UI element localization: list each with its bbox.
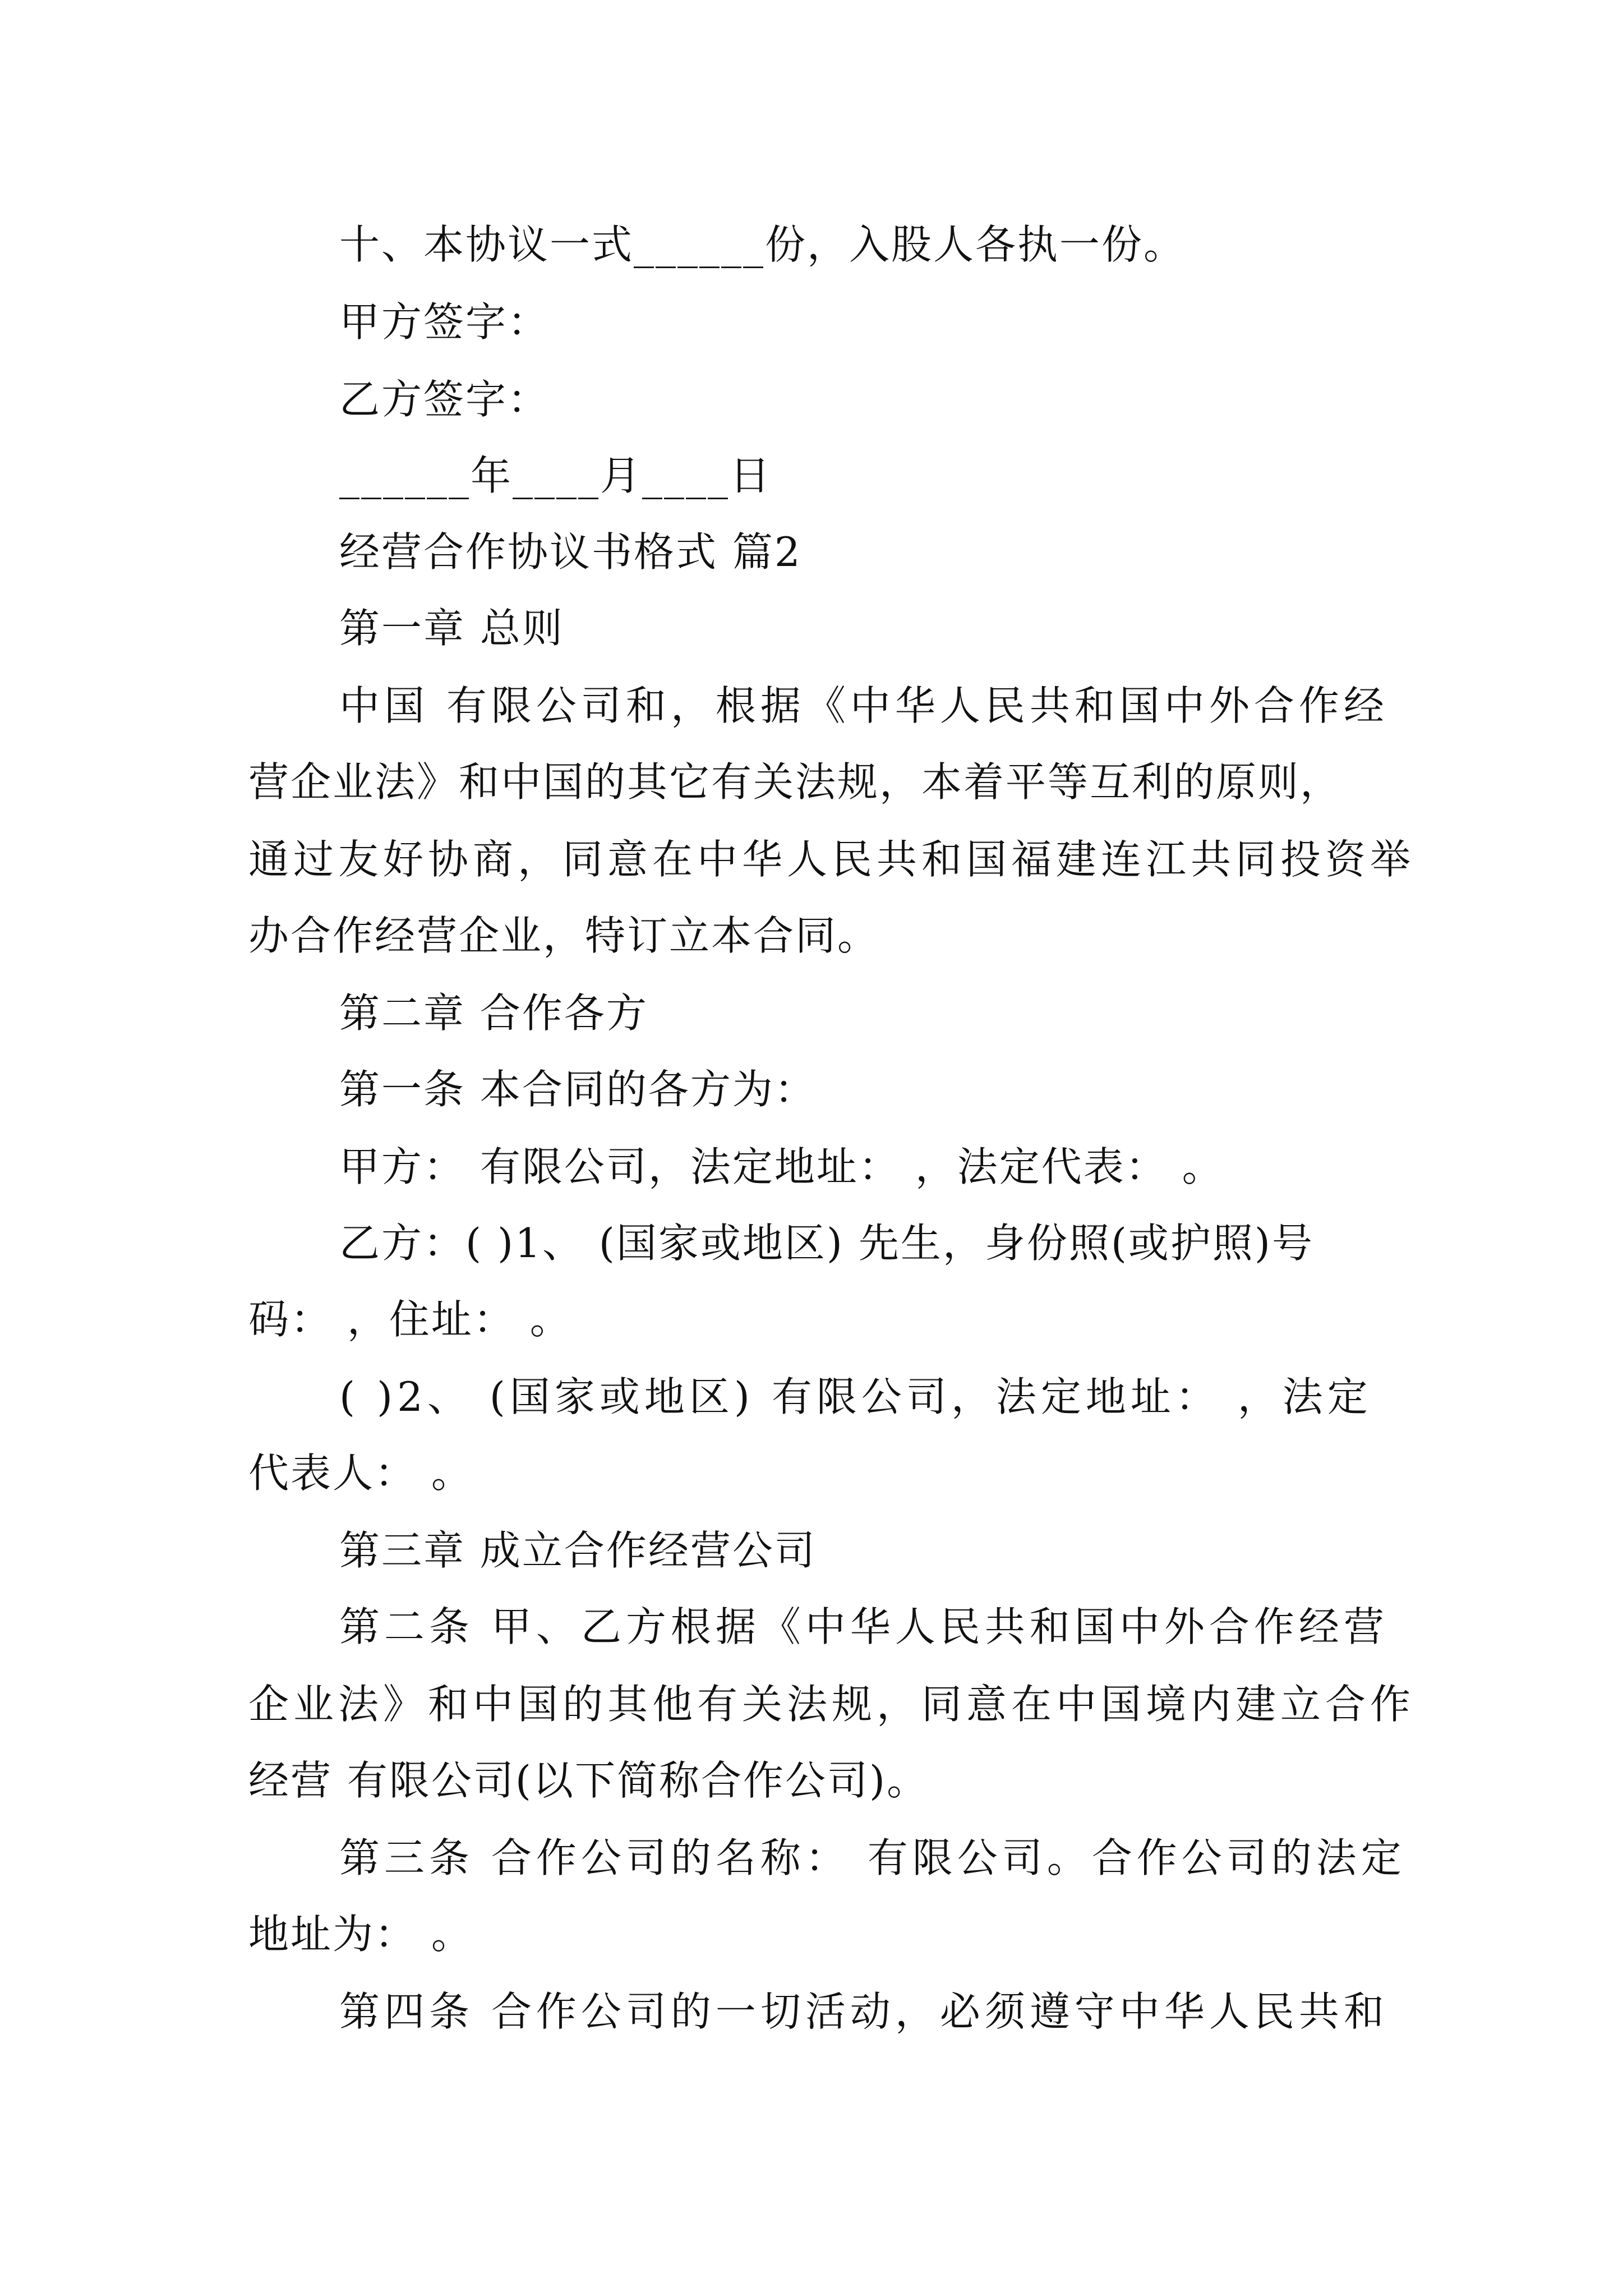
paragraph-line: 企业法》和中国的其他有关法规，同意在中国境内建立合作 xyxy=(248,1681,1415,1728)
paragraph-line: 代表人： 。 xyxy=(248,1450,473,1497)
paragraph-line: 地址为： 。 xyxy=(248,1911,473,1958)
date-line: ______年____月____日 xyxy=(339,452,772,499)
chapter-heading: 第二章 合作各方 xyxy=(339,990,648,1037)
paragraph-line: 通过友好协商，同意在中华人民共和国福建连江共同投资举 xyxy=(248,836,1415,883)
paragraph-line: 码： ，住址： 。 xyxy=(248,1296,572,1343)
chapter-heading: 第三章 成立合作经营公司 xyxy=(339,1527,817,1574)
clause-ten-copies: 十、本协议一式______份，入股人各执一份。 xyxy=(339,221,1186,268)
article-line: 第三条 合作公司的名称： 有限公司。合作公司的法定 xyxy=(339,1834,1406,1881)
section-title: 经营合作协议书格式 篇2 xyxy=(339,528,802,576)
article-line: 第二条 甲、乙方根据《中华人民共和国中外合作经营 xyxy=(339,1603,1389,1650)
party-b-signature: 乙方签字： xyxy=(339,376,550,423)
paragraph-line: 中国 有限公司和，根据《中华人民共和国中外合作经 xyxy=(339,682,1389,729)
paragraph-line: 营企业法》和中国的其它有关法规，本着平等互利的原则， xyxy=(248,758,1343,806)
article-line: 第一条 本合同的各方为： xyxy=(339,1066,817,1113)
paragraph-line: 经营 有限公司(以下简称合作公司)。 xyxy=(248,1757,929,1804)
party-a-signature: 甲方签字： xyxy=(339,298,550,346)
party-a-line: 甲方： 有限公司，法定地址： ，法定代表： 。 xyxy=(339,1143,1224,1190)
party-b-line: 乙方：( )1、 (国家或地区) 先生，身份照(或护照)号 xyxy=(339,1220,1315,1267)
article-line: 第四条 合作公司的一切活动，必须遵守中华人民共和 xyxy=(339,1988,1389,2035)
paragraph-line: ( )2、 (国家或地区) 有限公司，法定地址： ，法定 xyxy=(339,1373,1372,1420)
chapter-heading: 第一章 总则 xyxy=(339,605,564,652)
paragraph-line: 办合作经营企业，特订立本合同。 xyxy=(248,912,880,959)
